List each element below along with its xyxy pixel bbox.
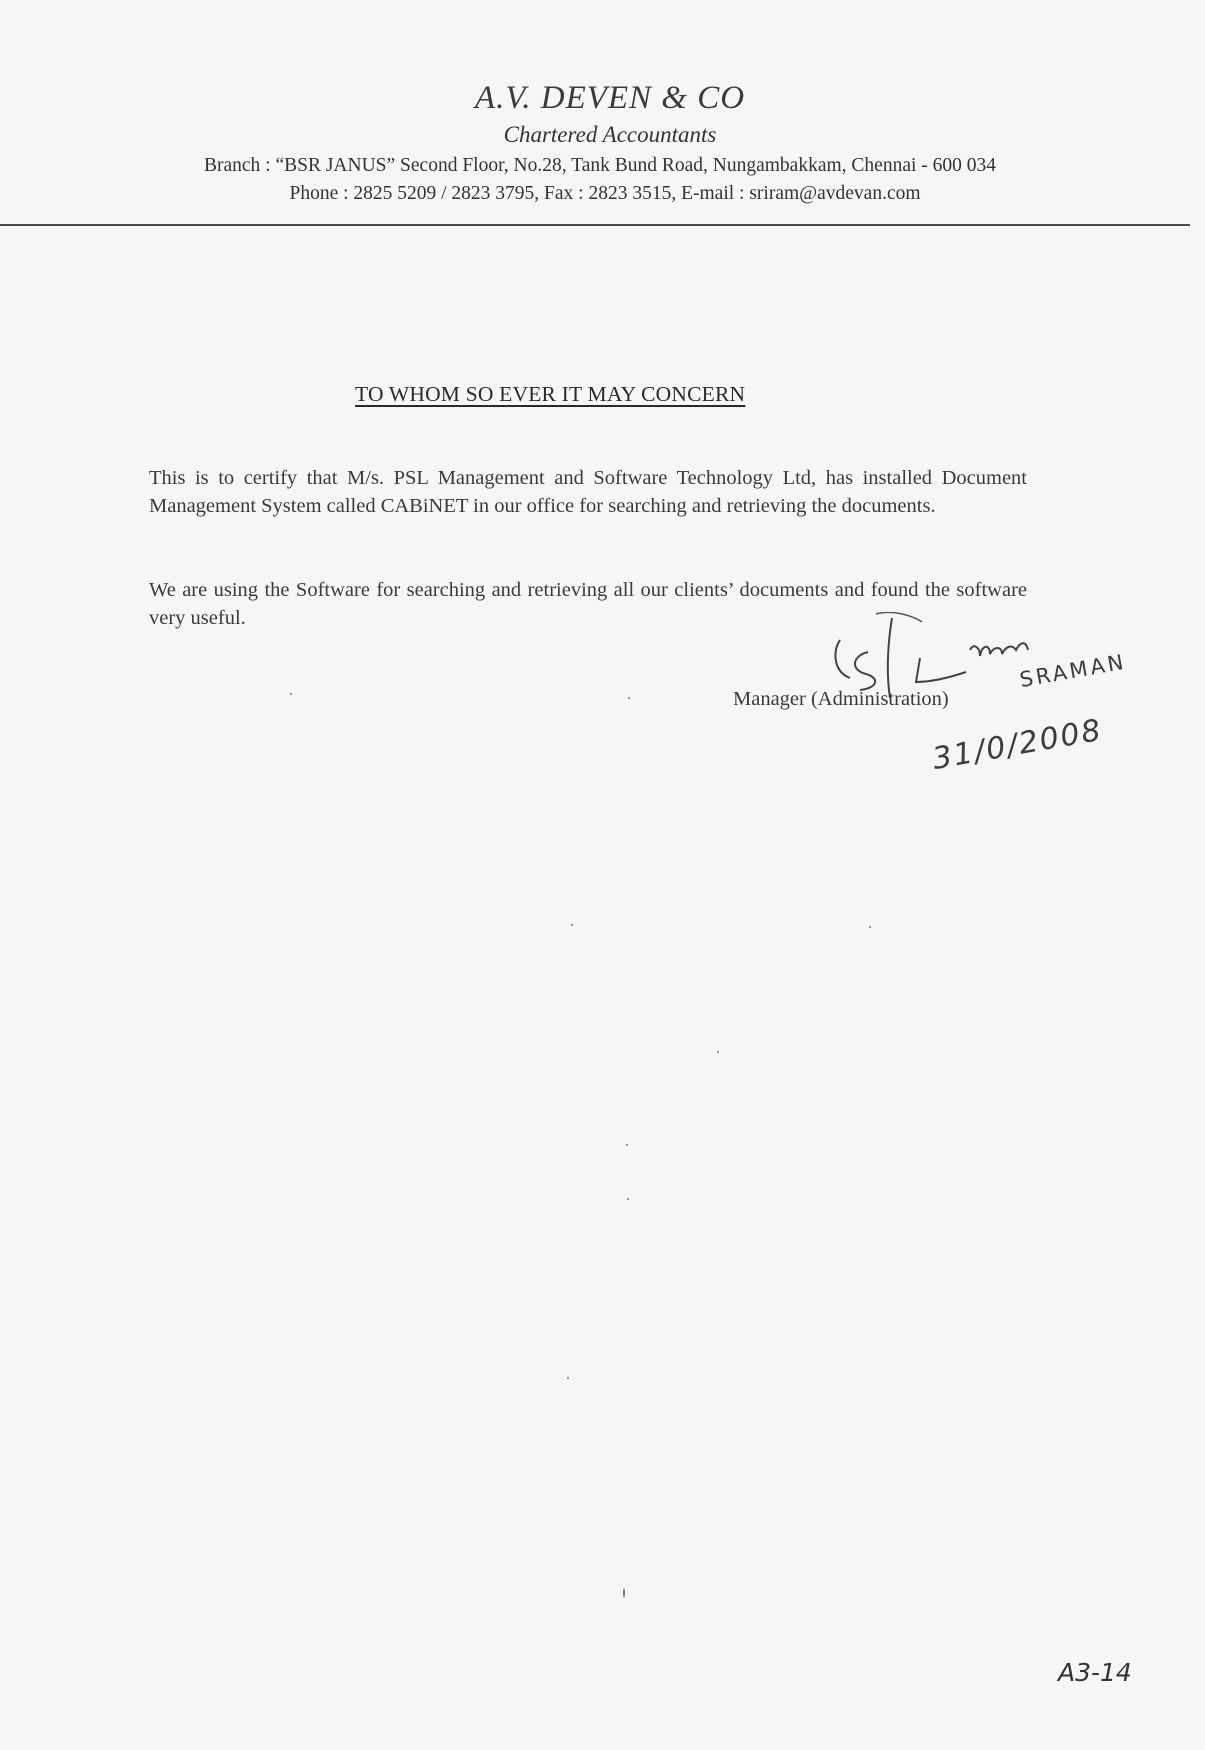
scan-speck [567,1377,569,1379]
contact-details: Phone : 2825 5209 / 2823 3795, Fax : 2823 3515, E-mail : sriram@avdevan.com [289,183,921,204]
scan-speck [627,1198,629,1200]
letterhead [0,78,1160,208]
scan-speck [717,1051,719,1053]
letter-heading: TO WHOM SO EVER IT MAY CONCERN [355,382,746,406]
branch-address: Branch : “BSR JANUS” Second Floor, No.28, Tank Bund Road, Nungambakkam, Chennai - 600 034 [203,155,997,176]
scan-speck [628,697,630,699]
handwritten-name: SRAMAN [1017,649,1129,692]
scan-speck [290,693,292,695]
page-reference: A3-14 [1058,1658,1132,1687]
signatory-title: Manager (Administration) [733,688,949,710]
scan-speck [571,924,573,926]
scan-speck [626,1144,628,1146]
scan-speck [869,926,871,928]
handwritten-date: 31/0/2008 [929,712,1106,777]
letterhead-divider [0,224,1190,226]
certification-paragraph: This is to certify that M/s. PSL Management and Software Technology Ltd, has installed Document Management System called CABiNET in our office for searching and retrieving the documents. [149,467,1027,517]
scan-speck [623,1588,625,1598]
firm-name: A.V. DEVEN & CO [474,80,746,116]
firm-subtitle: Chartered Accountants [503,122,717,147]
usage-paragraph: We are using the Software for searching and retrieving all our clients’ documents and found the software very useful. [149,579,1027,629]
